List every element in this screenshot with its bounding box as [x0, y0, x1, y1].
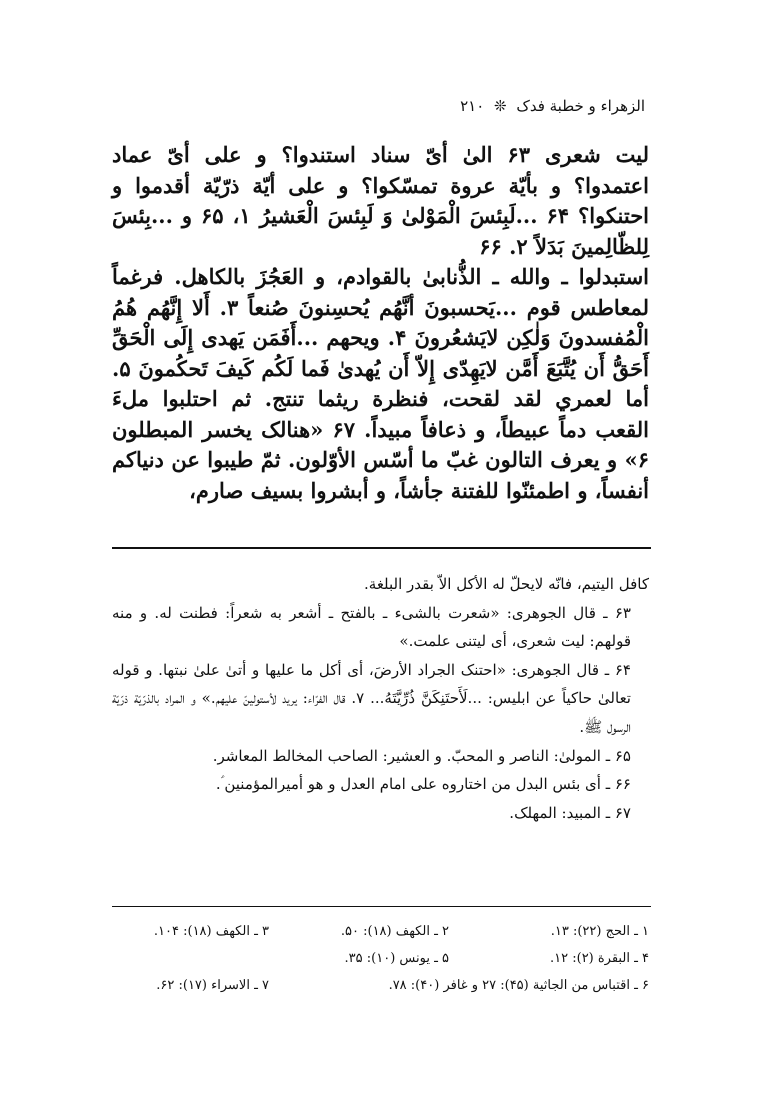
note-item: ۶۴ ـ قال الجوهری: «احتنک الجراد الأرضَ، أی أكل ما عليها و أتیٰ علیٰ نبتها. و قوله تعالیٰ حاكياً عن ابليس: ...لَأَحتَنِكَنَّ ذُرِّيَّتَهُ... ۷. قال الفرّاء: يريد لأستولينّ عليهم.» و المراد بالذرّيّة ذرّيّة الرسول ﷺ.: [112, 660, 631, 736]
note-item: كافل اليتيم، فانّه لايحلّ له الأكل الاّ بقدر البلغة.: [364, 575, 649, 593]
reference-item: ۷ ـ الاسراء (۱۷): ۶۲.: [156, 978, 269, 993]
header-star-ornament: ❊: [494, 97, 507, 115]
reference-item: ۶ ـ اقتباس من الجاثية (۴۵): ۲۷ و غافر (۴۰): ۷۸.: [388, 978, 649, 993]
body-paragraph: ليت شعری ۶۳ الیٰ أیّ سناد استندوا؟ و علی أیّ عماد اعتمدوا؟ و بأيّة عروة تمسّكوا؟ و علی أيّة ذرّيّة أقدموا و احتنكوا؟ ۶۴ ...لَبِئسَ الْمَوْلیٰ وَ لَبِئسَ الْعَشيرُ ۱، ۶۵ و ...بِئسَ لِلظّالِمينَ بَدَلاً ۲. ۶۶: [112, 142, 650, 259]
note-item: ۶۳ ـ قال الجوهری: «شعرت بالشیء ـ بالفتح ـ أشعر به شعراً: فطنت له. و منه قولهم: ليت شعری، أی ليتنی علمت.»: [112, 603, 631, 651]
note-item: ۶۶ ـ أی بئس البدل من اختاروه علی امام العدل و هو أميرالمؤمنين ؑ.: [215, 775, 631, 794]
reference-item: ۴ ـ البقرة (۲): ۱۲.: [549, 951, 649, 966]
reference-row: [112, 972, 649, 999]
reference-item: ۵ ـ يونس (۱۰): ۳۵.: [344, 951, 449, 966]
reference-row: [112, 918, 649, 945]
reference-item: ۱ ـ الحج (۲۲): ۱۳.: [550, 924, 649, 939]
main-text: [112, 140, 649, 506]
reference-item: ۳ ـ الكهف (۱۸): ۱۰۴.: [153, 924, 269, 939]
commentary-notes: [112, 570, 649, 827]
reference-item: ۲ ـ الكهف (۱۸): ۵۰.: [340, 924, 449, 939]
note-item: ۶۵ ـ المولیٰ: الناصر و المحبّ. و العشير: الصاحب المخالط المعاشر.: [212, 746, 631, 765]
page-number: ۲۱۰: [460, 97, 485, 115]
reference-list: [112, 918, 649, 999]
note-item: ۶۷ ـ المبيد: المهلک.: [509, 803, 631, 822]
footnote-separator: [112, 547, 651, 549]
running-header: [225, 96, 645, 116]
header-title: الزهراء و خطبة فدک: [516, 97, 645, 115]
reference-row: [112, 945, 649, 972]
reference-separator: [112, 906, 651, 907]
body-paragraph: استبدلوا ـ والله ـ الذُّنابیٰ بالقوادم، و العَجُزَ بالكاهل. فرغماً لمعاطس قوم ...يَحسبونَ أنَّهُم يُحسِنونَ صُنعاً ۳. أَلا إِنَّهُم هُمُ الْمُفسدونَ وَلٰكِن لايَشعُرونَ ۴. ويحهم ...أَفَمَن يَهدی إِلَی الْحَقِّ أَحَقُّ أَن يُتَّبَعَ أَمَّن لايَهِدّی إِلاّ أَن يُهدیٰ فَما لَكُم كَيفَ تَحكُمونَ ۵. أما لعمري لقد لقحت، فنظرة ريثما تنتج. ثم احتلبوا ملءَ القعب دماً عبيطاً، و ذعافاً مبيداً. ۶۷ «هنالک يخسر المبطلون ۶» و يعرف التالون غبّ ما أسّس الأوّلون. ثمّ طيبوا عن دنياكم أنفساً، و اطمئنّوا للفتنة جأشاً، و أبشروا بسيف صارم،: [112, 264, 649, 503]
